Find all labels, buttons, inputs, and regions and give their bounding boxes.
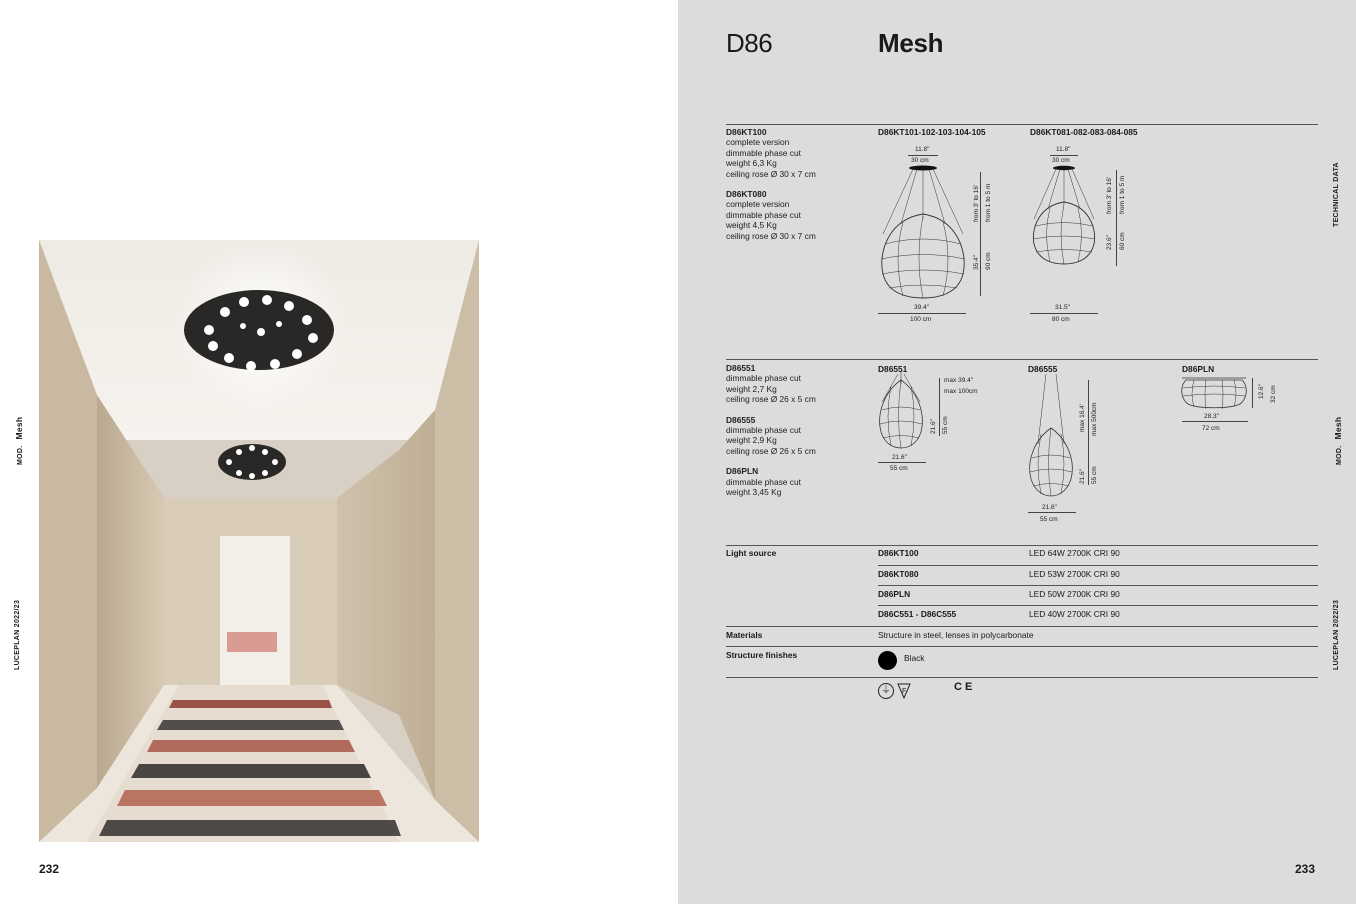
divider-row: [878, 565, 1318, 566]
group1-specs: [726, 127, 866, 251]
right-side-mod-label: [1333, 417, 1343, 465]
dim-line: [1030, 313, 1098, 314]
spec-line: dimmable phase cut: [726, 147, 801, 158]
spec-line: dimmable phase cut: [726, 209, 801, 220]
light-row-code: D86KT100: [878, 548, 919, 558]
right-page: [678, 0, 1356, 904]
dim-top-cm: 30 cm: [1052, 157, 1070, 164]
light-row-code: D86PLN: [878, 589, 911, 599]
spec-line: weight 2,9 Kg: [726, 435, 777, 446]
divider-cert: [726, 677, 1318, 678]
f-mark-icon: [897, 683, 911, 699]
dim-width-in: 31.5": [1055, 304, 1070, 311]
dim-line: [908, 155, 938, 156]
black-swatch: [878, 651, 897, 670]
left-side-brand: LUCEPLAN 2022/23: [14, 599, 21, 670]
divider-light-source: [726, 545, 1318, 546]
light-row-value: LED 64W 2700K CRI 90: [1029, 548, 1120, 558]
left-side-mod-label: [14, 417, 24, 465]
drawing-title: D86551: [878, 364, 908, 374]
finish-name: Black: [904, 653, 925, 663]
spec-line: dimmable phase cut: [726, 373, 801, 384]
light-row-value: LED 40W 2700K CRI 90: [1029, 609, 1120, 619]
dim-cable-m: from 1 to 5 m: [985, 183, 992, 222]
dim-cable-in: from 3' to 16': [973, 184, 980, 222]
light-row-code: D86KT080: [878, 569, 919, 579]
spec-code: D86PLN: [726, 466, 759, 477]
right-side-technical: TECHNICAL DATA: [1333, 162, 1340, 227]
right-side-brand: LUCEPLAN 2022/23: [1333, 599, 1340, 670]
spec-code: D86555: [726, 414, 756, 425]
spec-line: weight 6,3 Kg: [726, 158, 777, 169]
finishes-label: Structure finishes: [726, 650, 798, 660]
ce-mark-icon: C E: [954, 681, 973, 693]
dim-line: [1116, 170, 1117, 266]
dim-cable-cm: max 500cm: [1091, 402, 1098, 436]
dim-top-in: 11.8": [915, 146, 930, 153]
dim-width-in: 21.6": [1042, 504, 1057, 511]
divider-row: [878, 605, 1318, 606]
drawing-title: D86555: [1028, 364, 1058, 374]
light-row-value: LED 50W 2700K CRI 90: [1029, 589, 1120, 599]
dim-height-in: 21.6": [1079, 469, 1086, 484]
spec-line: weight 2,7 Kg: [726, 383, 777, 394]
drawing-title: D86PLN: [1182, 364, 1215, 374]
dim-top-in: 11.8": [1056, 146, 1071, 153]
dim-height-cm: 60 cm: [1119, 232, 1126, 250]
dim-height-in: 12.6": [1258, 384, 1265, 399]
spec-d86kt100: [726, 127, 866, 179]
spec-d86551: [726, 363, 866, 405]
dim-cable-m: from 1 to 5 m: [1119, 175, 1126, 214]
dim-line: [939, 378, 940, 436]
spec-d86555: [726, 415, 866, 457]
dim-height-in: 35.4": [973, 255, 980, 270]
right-side-name: Mesh: [1333, 416, 1343, 440]
dim-line: [980, 172, 981, 296]
ceiling-drawing: [1180, 376, 1248, 410]
spec-line: ceiling rose Ø 30 x 7 cm: [726, 168, 816, 179]
left-side-mod: MOD.: [17, 445, 24, 465]
suspension-small-drawing: [876, 372, 926, 452]
divider-finishes: [726, 646, 1318, 647]
light-source-label: Light source: [726, 548, 777, 558]
dim-line: [878, 313, 966, 314]
dim-height-cm: 32 cm: [1270, 385, 1277, 403]
spec-line: complete version: [726, 199, 790, 210]
dim-line: [1182, 421, 1248, 422]
spec-line: ceiling rose Ø 26 x 5 cm: [726, 445, 816, 456]
spec-line: dimmable phase cut: [726, 425, 801, 436]
divider-row: [878, 585, 1318, 586]
left-side-name: Mesh: [14, 416, 24, 440]
pendant-medium-drawing: [1028, 164, 1100, 268]
dim-cable-in: max 39.4": [944, 377, 974, 384]
spec-line: weight 3,45 Kg: [726, 487, 782, 498]
corridor-photo: [39, 240, 479, 842]
right-side-mod: MOD.: [1336, 445, 1343, 465]
spec-line: complete version: [726, 137, 790, 148]
dim-height-cm: 90 cm: [985, 252, 992, 270]
spec-line: ceiling rose Ø 26 x 5 cm: [726, 394, 816, 405]
right-page-number: 233: [1295, 862, 1316, 876]
dim-width-in: 39.4": [914, 304, 929, 311]
spec-code: D86551: [726, 363, 756, 373]
divider-materials: [726, 626, 1318, 627]
dim-top-cm: 30 cm: [911, 157, 929, 164]
right-side-brand-label: [1333, 600, 1340, 670]
divider-group2: [726, 359, 1318, 360]
spec-line: weight 4,5 Kg: [726, 220, 777, 231]
spec-line: dimmable phase cut: [726, 476, 801, 487]
dim-height-in: 23.6": [1106, 235, 1113, 250]
earth-ground-icon: [878, 683, 894, 699]
suspension-long-drawing: [1026, 374, 1076, 500]
dim-height-cm: 55 cm: [1091, 466, 1098, 484]
right-side-technical-label: [1333, 162, 1340, 227]
drawing-title: D86KT101-102-103-104-105: [878, 127, 986, 137]
spec-d86kt080: [726, 189, 866, 241]
spec-d86pln: [726, 466, 866, 497]
product-code-title: D86: [726, 28, 773, 58]
light-row-code: D86C551 - D86C555: [878, 609, 957, 619]
dim-width-cm: 72 cm: [1202, 425, 1220, 432]
dim-width-cm: 55 cm: [1040, 516, 1058, 523]
drawing-title: D86KT081-082-083-084-085: [1030, 127, 1138, 137]
dim-width-cm: 80 cm: [1052, 316, 1070, 323]
dim-height-in: 21.6": [930, 419, 937, 434]
dim-line: [1252, 378, 1253, 408]
spec-line: ceiling rose Ø 30 x 7 cm: [726, 230, 816, 241]
dim-cable-in: max 16.4': [1079, 404, 1086, 432]
left-page-number: 232: [39, 862, 60, 876]
pendant-large-drawing: [873, 164, 973, 304]
dim-width-cm: 55 cm: [890, 465, 908, 472]
dim-width-cm: 100 cm: [910, 316, 932, 323]
f-mark-letter: F: [902, 688, 907, 695]
materials-label: Materials: [726, 630, 763, 640]
spec-code: D86KT080: [726, 189, 767, 200]
left-side-brand-label: [14, 600, 21, 670]
dim-width-in: 28.3": [1204, 413, 1219, 420]
product-name-title: Mesh: [878, 28, 944, 58]
dim-height-cm: 55 cm: [942, 416, 949, 434]
divider-group1: [726, 124, 1318, 125]
dim-line: [1088, 380, 1089, 485]
corridor-photo-image: [39, 240, 479, 842]
dim-cable-in: from 3' to 16': [1106, 176, 1113, 214]
dim-width-in: 21.6": [892, 454, 907, 461]
light-row-value: LED 53W 2700K CRI 90: [1029, 569, 1120, 579]
dim-line: [1050, 155, 1078, 156]
spec-code: D86KT100: [726, 127, 767, 137]
dim-line: [878, 462, 926, 463]
dim-line: [1028, 512, 1076, 513]
materials-value: Structure in steel, lenses in polycarbonate: [878, 630, 1034, 640]
dim-cable-cm: max 100cm: [944, 388, 978, 395]
group2-specs: [726, 363, 866, 507]
earth-symbol: ⏚: [881, 685, 891, 696]
